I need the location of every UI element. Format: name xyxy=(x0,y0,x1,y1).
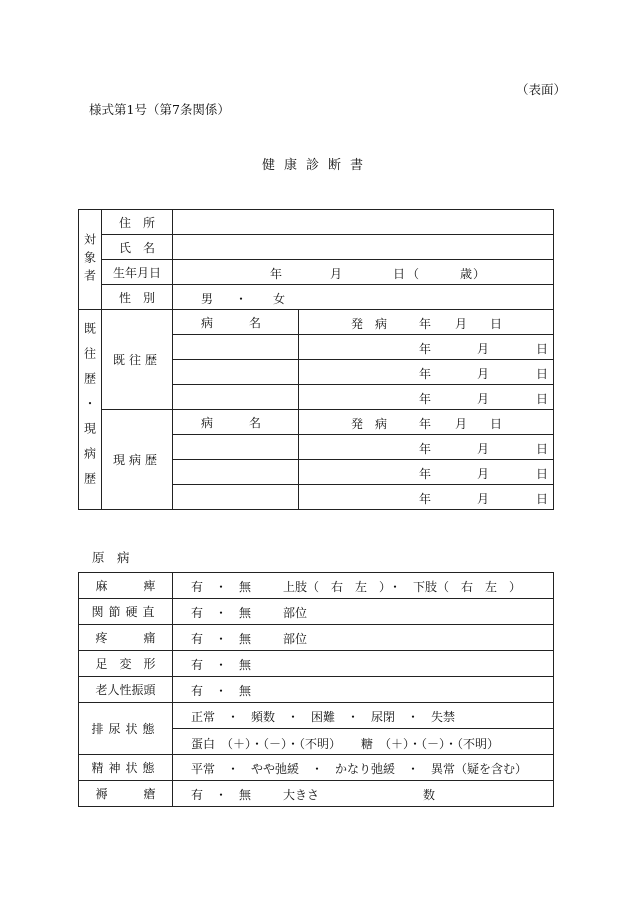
sex-male: 男 xyxy=(201,292,214,306)
joint-stiffness-label: 関節硬直 xyxy=(79,599,173,625)
name-value xyxy=(173,235,554,260)
foot-deformity-value: 有 ・ 無 xyxy=(173,651,554,677)
form-number: 様式第1号（第7条関係） xyxy=(89,102,230,117)
birthdate-label: 生年月日 xyxy=(102,260,173,285)
past-disease-cell xyxy=(173,335,299,360)
address-label: 住 所 xyxy=(102,210,173,235)
past-onset-header: 発 病 年 月 日 xyxy=(299,310,554,335)
address-value xyxy=(173,210,554,235)
senile-tremor-value: 有 ・ 無 xyxy=(173,677,554,703)
birth-year-unit: 年 xyxy=(270,267,283,281)
urination-options: 正常 ・ 頻数 ・ 困難 ・ 尿閉 ・ 失禁 xyxy=(173,703,554,729)
history-group-label: 既往歴・現病歴 xyxy=(82,322,97,497)
birth-month-unit: 月 xyxy=(330,267,343,281)
page-side-label: （表面） xyxy=(516,82,567,97)
name-label: 氏 名 xyxy=(102,235,173,260)
subject-history-table xyxy=(78,209,554,510)
urination-label: 排尿状態 xyxy=(79,703,173,755)
past-date-cell: 年 月 日 xyxy=(299,335,554,360)
past-date-cell: 年 月 日 xyxy=(299,385,554,410)
subject-group-label: 対象者 xyxy=(82,232,97,287)
mental-state-options: 平常 ・ やや弛緩 ・ かなり弛緩 ・ 異常（疑を含む） xyxy=(173,755,554,781)
senile-tremor-label: 老人性振頭 xyxy=(79,677,173,703)
past-disease-cell xyxy=(173,385,299,410)
paralysis-value: 有 ・ 無 上肢（ 右 左 ） ・ 下肢（ 右 左 ） xyxy=(173,573,554,599)
present-onset-header: 発 病 年 月 日 xyxy=(299,410,554,435)
present-date-cell: 年 月 日 xyxy=(299,460,554,485)
paralysis-label: 麻 痺 xyxy=(79,573,173,599)
birth-day-unit: 日 xyxy=(393,267,406,281)
age-unit: 歳 xyxy=(460,267,473,281)
sex-value xyxy=(173,285,554,310)
history-group-cell xyxy=(79,310,102,510)
present-date-cell: 年 月 日 xyxy=(299,435,554,460)
subject-group-cell xyxy=(79,210,102,310)
past-disease-header: 病 名 xyxy=(173,310,299,335)
urine-test-results: 蛋白 （＋）・（－）・（不明） 糖 （＋）・（－）・（不明） xyxy=(173,729,554,755)
age-close: ） xyxy=(473,267,486,281)
birthdate-value xyxy=(173,260,554,285)
bedsore-value: 有 ・ 無 大きさ 数 xyxy=(173,781,554,807)
bedsore-label: 褥 瘡 xyxy=(79,781,173,807)
mental-state-label: 精神状態 xyxy=(79,755,173,781)
sex-label: 性 別 xyxy=(102,285,173,310)
present-history-label: 現病歴 xyxy=(102,410,173,510)
age-open: （ xyxy=(407,267,420,281)
origin-section-label: 原 病 xyxy=(92,550,130,565)
sex-separator: ・ xyxy=(235,292,248,306)
present-disease-cell xyxy=(173,485,299,510)
present-disease-header: 病 名 xyxy=(173,410,299,435)
present-disease-cell xyxy=(173,435,299,460)
foot-deformity-label: 足 変 形 xyxy=(79,651,173,677)
present-date-cell: 年 月 日 xyxy=(299,485,554,510)
joint-stiffness-value: 有 ・ 無 部位 xyxy=(173,599,554,625)
past-disease-cell xyxy=(173,360,299,385)
past-date-cell: 年 月 日 xyxy=(299,360,554,385)
pain-value: 有 ・ 無 部位 xyxy=(173,625,554,651)
sex-female: 女 xyxy=(273,292,286,306)
present-disease-cell xyxy=(173,460,299,485)
page-title: 健康診断書 xyxy=(262,158,373,173)
past-history-label: 既往歴 xyxy=(102,310,173,410)
origin-table xyxy=(78,572,554,807)
pain-label: 疼 痛 xyxy=(79,625,173,651)
